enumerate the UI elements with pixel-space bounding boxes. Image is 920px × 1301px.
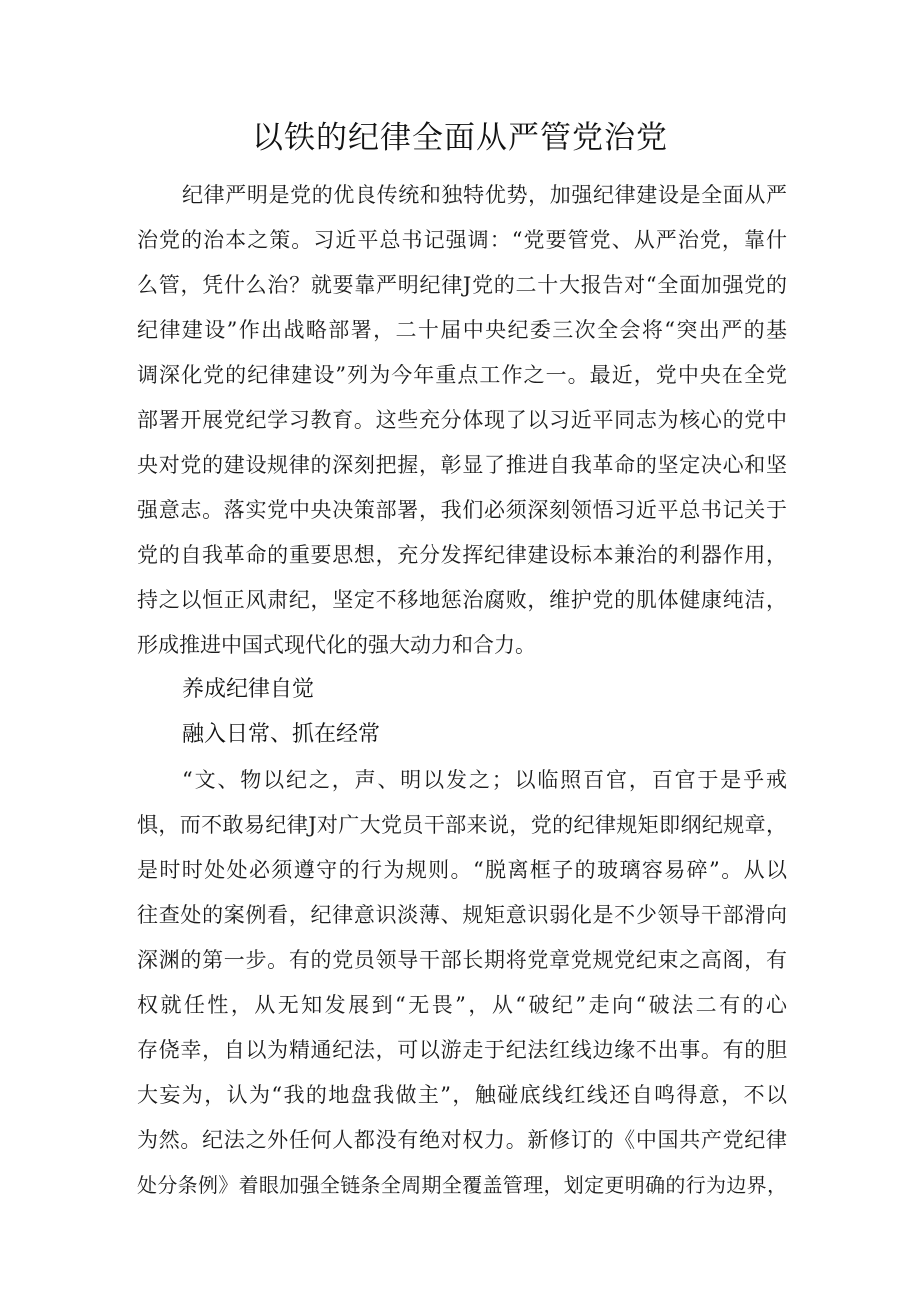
paragraph-line: 为然。纪法之外任何人都没有绝对权力。新修订的《中国共产党纪律 <box>137 1128 787 1152</box>
paragraph-line: 大妄为，认为“我的地盘我做主”，触碰底线红线还自鸣得意，不以 <box>137 1083 787 1107</box>
paragraph-line: 央对党的建设规律的深刻把握，彰显了推进自我革命的坚定决心和坚 <box>137 453 787 477</box>
paragraph-line: 治党的治本之策。习近平总书记强调：“党要管党、从严治党，靠什 <box>137 228 787 252</box>
paragraph-line: 持之以恒正风肃纪，坚定不移地惩治腐败，维护党的肌体健康纯洁， <box>137 588 787 612</box>
paragraph-line: 强意志。落实党中央决策部署，我们必须深刻领悟习近平总书记关于 <box>137 498 787 522</box>
paragraph-line: 往查处的案例看，纪律意识淡薄、规矩意识弱化是不少领导干部滑向 <box>137 903 787 927</box>
section-heading-2: 融入日常、抓在经常 <box>182 722 381 747</box>
section-heading-1: 养成纪律自觉 <box>182 677 315 702</box>
paragraph-line: 惧，而不敢易纪律J对广大党员干部来说，党的纪律规矩即纲纪规章， <box>137 813 787 837</box>
paragraph-line: 形成推进中国式现代化的强大动力和合力。 <box>137 633 536 657</box>
paragraph-line: 是时时处处必须遵守的行为规则。“脱离框子的玻璃容易碎”。从以 <box>137 858 787 882</box>
paragraph-line: 么管，凭什么治？就要靠严明纪律J党的二十大报告对“全面加强党的 <box>137 273 787 297</box>
paragraph-line: 存侥幸，自以为精通纪法，可以游走于纪法红线边缘不出事。有的胆 <box>137 1038 787 1062</box>
paragraph-line: 部署开展党纪学习教育。这些充分体现了以习近平同志为核心的党中 <box>137 408 787 432</box>
paragraph-line: “文、物以纪之，声、明以发之；以临照百官，百官于是乎戒 <box>182 768 787 792</box>
paragraph-line: 纪律建设”作出战略部署，二十届中央纪委三次全会将“突出严的基 <box>137 318 787 342</box>
paragraph-line: 权就任性，从无知发展到“无畏”，从“破纪”走向“破法二有的心 <box>137 993 787 1017</box>
paragraph-line: 纪律严明是党的优良传统和独特优势，加强纪律建设是全面从严 <box>182 183 787 207</box>
paragraph-line: 深渊的第一步。有的党员领导干部长期将党章党规党纪束之高阁，有 <box>137 948 787 972</box>
paragraph-line: 调深化党的纪律建设”列为今年重点工作之一。最近，党中央在全党 <box>137 363 787 387</box>
paragraph-line: 党的自我革命的重要思想，充分发挥纪律建设标本兼治的利器作用， <box>137 543 787 567</box>
document-title: 以铁的纪律全面从严管党治党 <box>252 120 668 156</box>
paragraph-line: 处分条例》着眼加强全链条全周期全覆盖管理，划定更明确的行为边界， <box>137 1173 787 1197</box>
